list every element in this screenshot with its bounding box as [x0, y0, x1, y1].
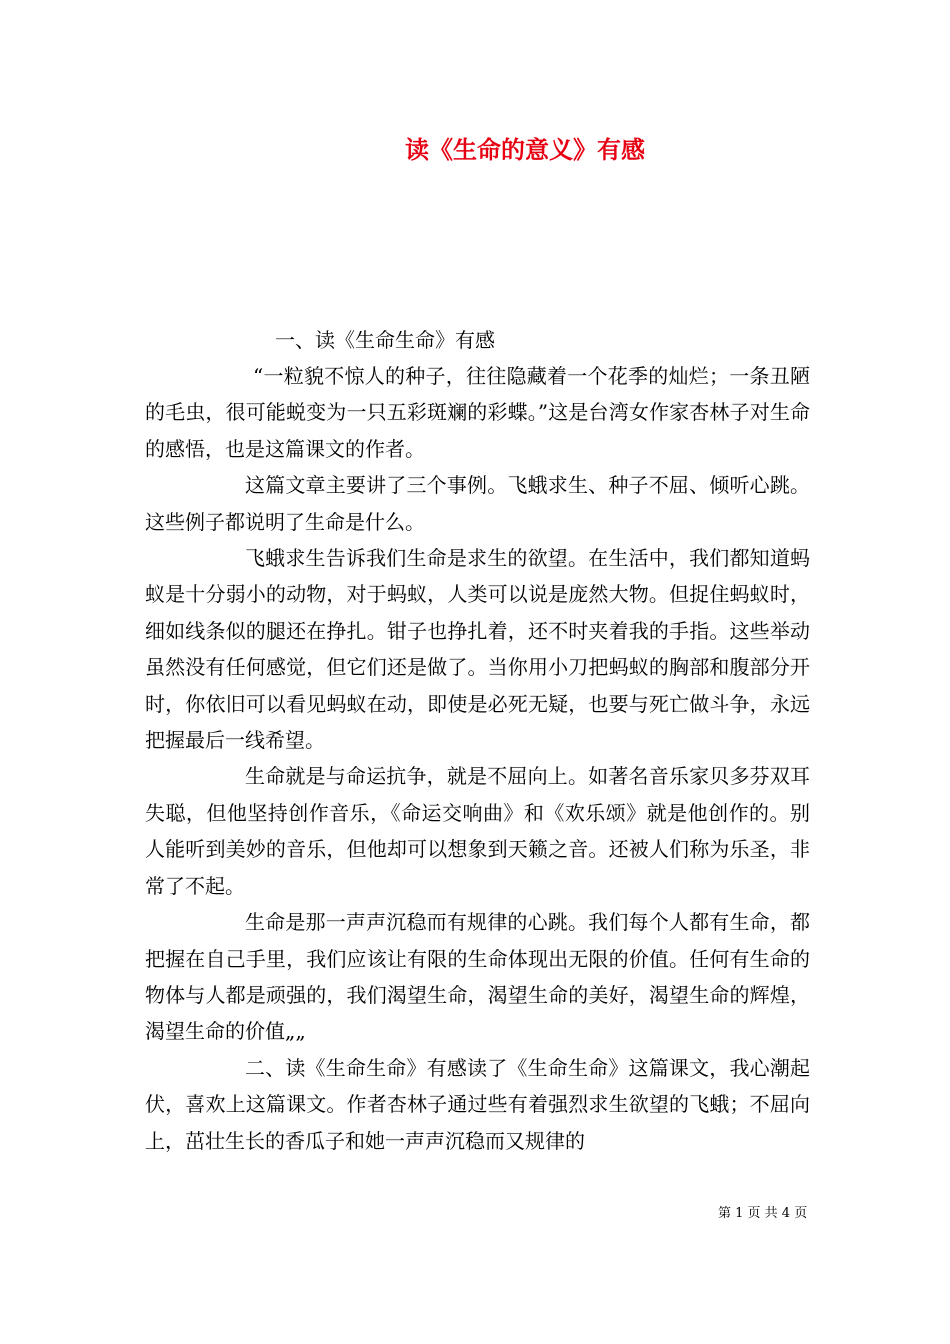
document-body — [145, 358, 810, 1159]
paragraph-moth: 飞蛾求生告诉我们生命是求生的欲望。在生活中，我们都知道蚂蚁是十分弱小的动物，对于蚂蚁，人类可以说是庞然大物。但捉住蚂蚁时，细如线条似的腿还在挣扎。钳子也挣扎着，还不时夹着我的手指。这些举动虽然没有任何感觉，但它们还是做了。当你用小刀把蚂蚁的胸部和腹部分开时，你依旧可以看见蚂蚁在动，即使是必死无疑，也要与死亡做斗争，永远把握最后一线希望。 — [145, 546, 810, 753]
paragraph-examples: 这篇文章主要讲了三个事例。飞蛾求生、种子不屈、倾听心跳。这些例子都说明了生命是什么。 — [145, 473, 810, 534]
paragraph-second-essay: 二、读《生命生命》有感读了《生命生命》这篇课文，我心潮起伏，喜欢上这篇课文。作者杏林子通过些有着强烈求生欲望的飞蛾；不屈向上，茁壮生长的香瓜子和她一声声沉稳而又规律的 — [145, 1055, 810, 1153]
page-footer: 第 1 页 共 4 页 — [718, 1206, 808, 1221]
paragraph-heartbeat: 生命是那一声声沉稳而有规律的心跳。我们每个人都有生命，都把握在自己手里，我们应该让有限的生命体现出无限的价值。任何有生命的物体与人都是顽强的，我们渴望生命，渴望生命的美好，渴望生命的辉煌，渴望生命的价值„„ — [145, 910, 810, 1044]
document-title: 读《生命的意义》有感 — [405, 136, 645, 164]
paragraph-quote: “一粒貌不惊人的种子，往往隐藏着一个花季的灿烂；一条丑陋的毛虫，很可能蜕变为一只五彩斑斓的彩蝶。”这是台湾女作家杏林子对生命的感悟，也是这篇课文的作者。 — [145, 364, 810, 461]
paragraph-beethoven: 生命就是与命运抗争，就是不屈向上。如著名音乐家贝多芬双耳失聪，但他坚持创作音乐，《命运交响曲》和《欢乐颂》就是他创作的。别人能听到美妙的音乐，但他却可以想象到天籁之音。还被人们称为乐圣，非常了不起。 — [145, 764, 810, 898]
section-heading: 一、读《生命生命》有感 — [275, 328, 495, 352]
